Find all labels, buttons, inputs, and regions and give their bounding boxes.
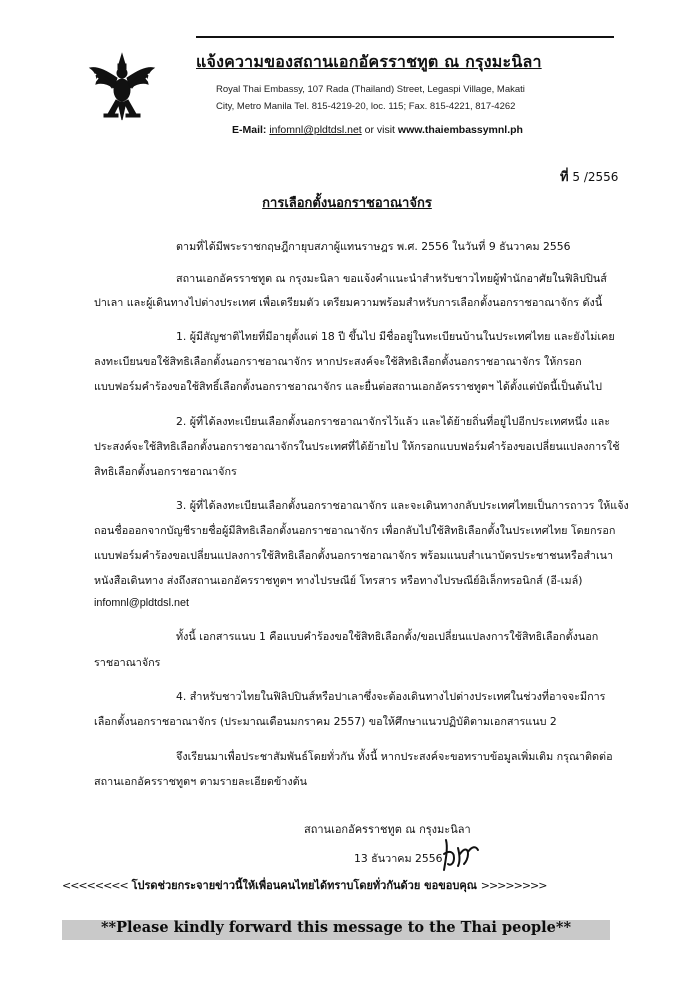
closing-line-2: สถานเอกอัครราชทูตฯ ตามรายละเอียดข้างต้น: [94, 775, 308, 788]
contact-line: [232, 124, 523, 136]
email-label: E-Mail:: [232, 124, 267, 136]
closing-line-1: จึงเรียนมาเพื่อประชาสัมพันธ์โดยทั่วกัน ทั้งนี้ หากประสงค์จะขอทราบข้อมูลเพิ่มเติม กรุณาติดต่อ: [176, 750, 613, 763]
handwritten-signature-icon: [438, 834, 482, 874]
attachment-line-2: ราชอาณาจักร: [94, 656, 161, 669]
signer-name: สถานเอกอัครราชทูต ณ กรุงมะนิลา: [304, 823, 471, 836]
item3-line-1: 3. ผู้ที่ได้ลงทะเบียนเลือกตั้งนอกราชอาณาจักร และจะเดินทางกลับประเทศไทยเป็นการถาวร ให้แจ้ง: [176, 499, 629, 512]
or-visit-text: or visit: [364, 124, 395, 136]
attachment-line-1: ทั้งนี้ เอกสารแนบ 1 คือแบบคำร้องขอใช้สิทธิเลือกตั้ง/ขอเปลี่ยนแปลงการใช้สิทธิเลือกตั้งนอก: [176, 630, 599, 643]
item2-line-1: 2. ผู้ที่ได้ลงทะเบียนเลือกตั้งนอกราชอาณาจักรไว้แล้ว และได้ย้ายถิ่นที่อยู่ไปอีกประเทศหนึ่ง และ: [176, 415, 611, 428]
para1-line-1: สถานเอกอัครราชทูต ณ กรุงมะนิลา ขอแจ้งคำแนะนำสำหรับชาวไทยผู้พำนักอาศัยในฟิลิปปินส์: [176, 272, 607, 285]
item1-line-2: ลงทะเบียนขอใช้สิทธิเลือกตั้งนอกราชอาณาจักร หากประสงค์จะใช้สิทธิเลือกตั้งนอกราชอาณาจักร ให้กรอก: [94, 355, 582, 368]
item3-line-4: หนังสือเดินทาง ส่งถึงสถานเอกอัครราชทูตฯ ทางไปรษณีย์ โทรสาร หรือทางไปรษณีย์อิเล็กทรอนิกส์ (อี-เมล์): [94, 574, 583, 587]
website-link[interactable]: www.thaiembassymnl.ph: [397, 124, 523, 136]
signature-date: 13 ธันวาคม 2556: [354, 852, 443, 865]
garuda-emblem-icon: [86, 52, 158, 124]
address-line-2: City, Metro Manila Tel. 815-4219-20, loc. 115; Fax. 815-4221, 817-4262: [216, 101, 516, 112]
forward-request-text: โปรดช่วยกระจายข่าวนี้ให้เพื่อนคนไทยได้ทราบโดยทั่วกันด้วย ขอขอบคุณ: [131, 879, 477, 892]
item2-line-3: สิทธิเลือกตั้งนอกราชอาณาจักร: [94, 465, 237, 478]
forward-banner-english: **Please kindly forward this message to the Thai people**: [100, 919, 572, 936]
item3-line-3: แบบฟอร์มคำร้องขอเปลี่ยนแปลงการใช้สิทธิเลือกตั้งนอกราชอาณาจักร พร้อมแนบสำเนาบัตรประชาชนหรือสำเนา: [94, 549, 614, 562]
reference-label: ที่: [560, 170, 569, 185]
reference-number: [560, 166, 618, 187]
item4-line-2: เลือกตั้งนอกราชอาณาจักร (ประมาณเดือนมกราคม 2557) ขอให้ศึกษาแนวปฏิบัติตามเอกสารแนบ 2: [94, 715, 557, 728]
para1-line-2: ปาเลา และผู้เดินทางไปต่างประเทศ เพื่อเตรียมตัว เตรียมความพร้อมสำหรับการเลือกตั้งนอกราชอาณาจักร ดังนี้: [94, 296, 603, 309]
item1-line-1: 1. ผู้มีสัญชาติไทยที่มีอายุตั้งแต่ 18 ปี ขึ้นไป มีชื่ออยู่ในทะเบียนบ้านในประเทศไทย และยังไม่เคย: [176, 330, 615, 343]
item3-line-2: ถอนชื่อออกจากบัญชีรายชื่อผู้มีสิทธิเลือกตั้งนอกราชอาณาจักร เพื่อกลับไปใช้สิทธิเลือกตั้งในประเทศไทย โดยกรอก: [94, 524, 616, 537]
letterhead-title: แจ้งความของสถานเอกอัครราชทูต ณ กรุงมะนิลา: [196, 52, 542, 71]
item1-line-3: แบบฟอร์มคำร้องขอใช้สิทธิ์เลือกตั้งนอกราชอาณาจักร และยื่นต่อสถานเอกอัครราชทูตฯ ได้ตั้งแต่บัดนี้เป็นต้นไป: [94, 380, 602, 393]
reference-value: 5 /2556: [572, 170, 619, 184]
header-rule: [196, 36, 614, 38]
address-line-1: Royal Thai Embassy, 107 Rada (Thailand) Street, Legaspi Village, Makati: [216, 84, 525, 95]
subject-heading: การเลือกตั้งนอกราชอาณาจักร: [262, 196, 432, 211]
intro-line: ตามที่ได้มีพระราชกฤษฎีกายุบสภาผู้แทนราษฎร พ.ศ. 2556 ในวันที่ 9 ธันวาคม 2556: [176, 240, 571, 253]
item3-email[interactable]: infomnl@pldtdsl.net: [94, 597, 189, 609]
item2-line-2: ประสงค์จะใช้สิทธิเลือกตั้งนอกราชอาณาจักรในประเทศที่ได้ย้ายไป ให้กรอกแบบฟอร์มคำร้องขอเปลี่ยนแปลงการใช้: [94, 440, 620, 453]
arrows-right: >>>>>>>>: [480, 879, 547, 892]
item4-line-1: 4. สำหรับชาวไทยในฟิลิปปินส์หรือปาเลาซึ่งจะต้องเดินทางไปต่างประเทศในช่วงที่อาจจะมีการ: [176, 690, 606, 703]
forward-request-thai: [62, 876, 546, 894]
email-link[interactable]: infomnl@pldtdsl.net: [269, 124, 362, 136]
arrows-left: <<<<<<<<: [62, 879, 128, 892]
